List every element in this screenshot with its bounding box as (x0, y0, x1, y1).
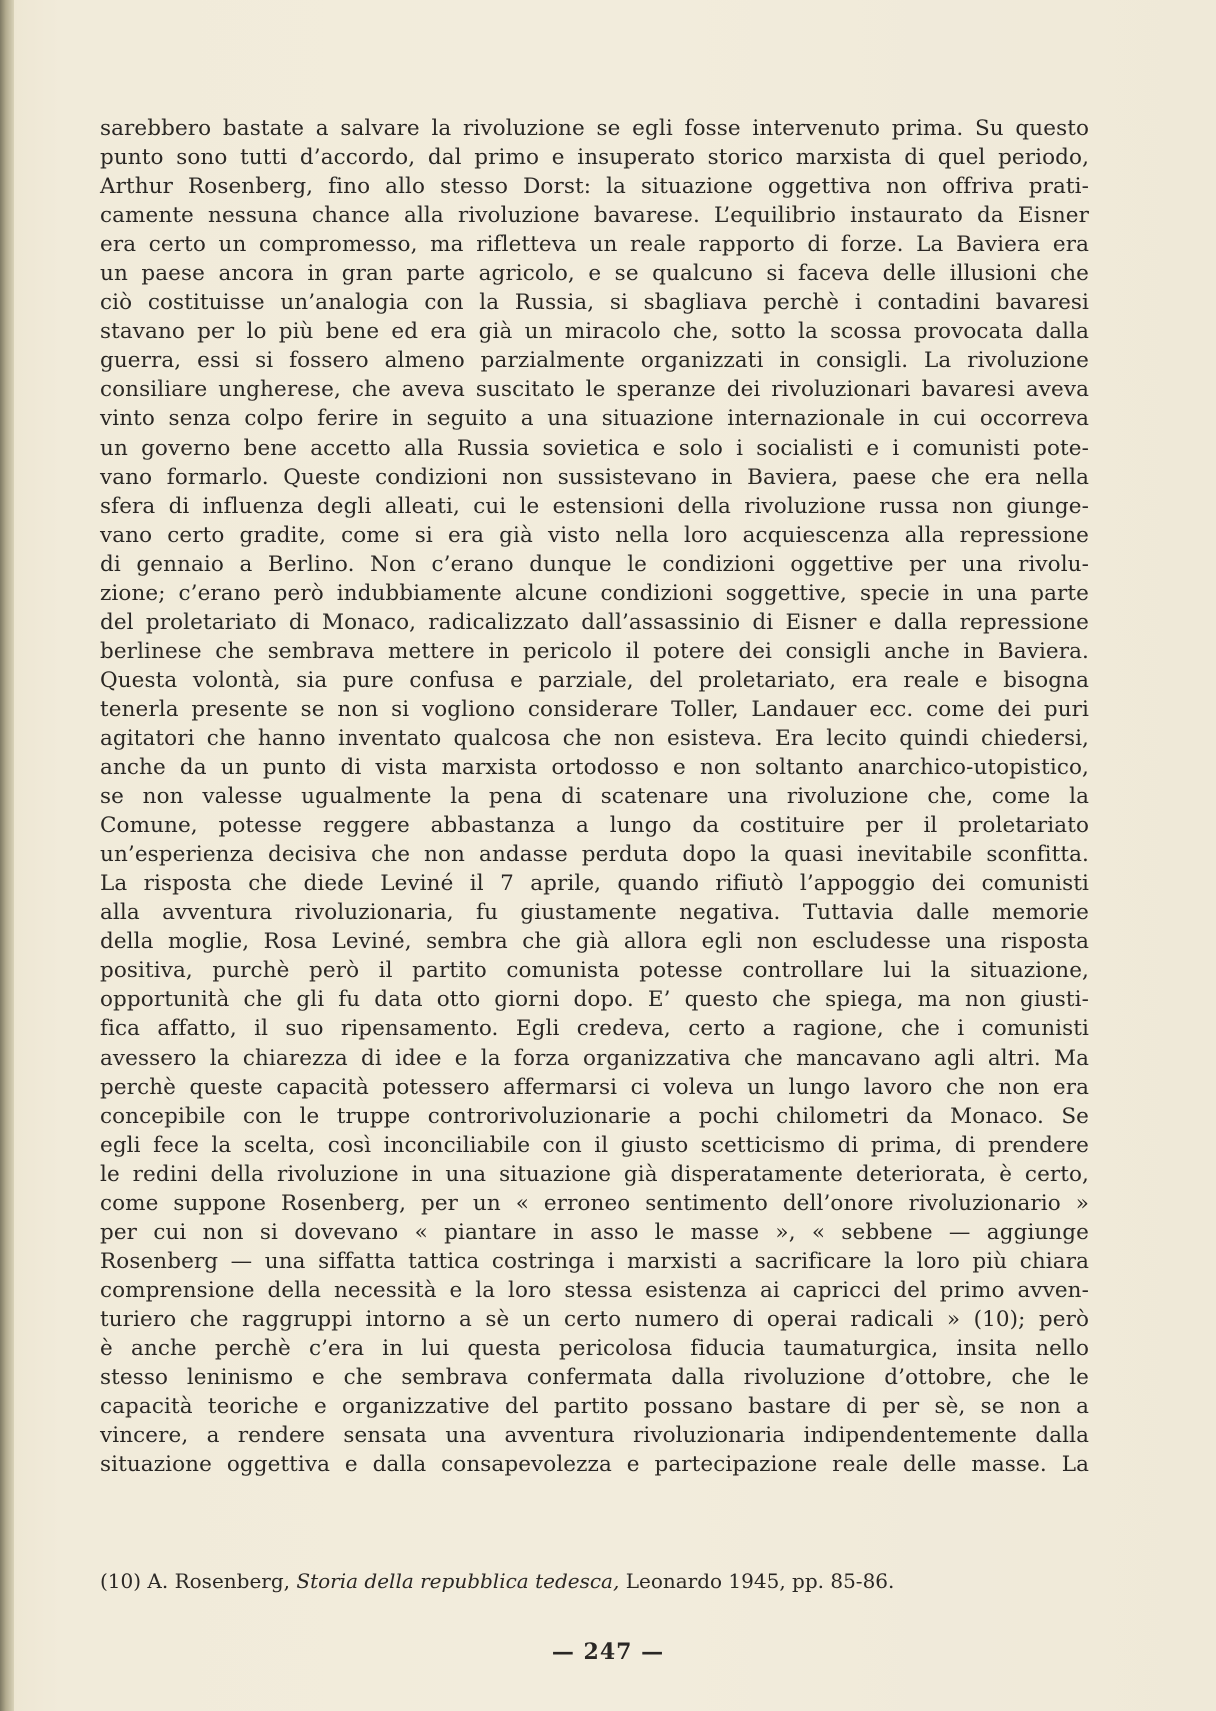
text-line: vinto senza colpo ferire in seguito a una situazione internazionale in cui occorreva (100, 406, 1089, 432)
text-line: un paese ancora in gran parte agricolo, e se qualcuno si faceva delle illusioni che (100, 261, 1089, 287)
text-line: camente nessuna chance alla rivoluzione bavarese. L’equilibrio instaurato da Eisner (100, 203, 1089, 229)
text-line: stesso leninismo e che sembrava confermata dalla rivoluzione d’ottobre, che le (100, 1365, 1089, 1391)
text-line: positiva, purchè però il partito comunista potesse controllare lui la situazione, (100, 958, 1089, 984)
footnote (100, 1568, 1000, 1594)
text-line: è anche perchè c’era in lui questa pericolosa fiducia taumaturgica, insita nello (100, 1335, 1089, 1361)
text-line: per cui non si dovevano « piantare in asso le masse », « sebbene — aggiunge (100, 1219, 1089, 1245)
text-line: vano certo gradite, come si era già visto nella loro acquiescenza alla repressione (100, 522, 1089, 548)
text-line: consiliare ungherese, che aveva suscitato le speranze dei rivoluzionari bavaresi aveva (100, 377, 1089, 403)
text-line: agitatori che hanno inventato qualcosa che non esisteva. Era lecito quindi chiedersi, (100, 725, 1089, 751)
footnote-title: Storia della repubblica tedesca, (296, 1569, 620, 1593)
text-line: Rosenberg — una siffatta tattica costringa i marxisti a sacrificare la loro più chiara (100, 1248, 1089, 1274)
text-line: capacità teoriche e organizzative del partito possano bastare di per sè, se non a (100, 1394, 1089, 1420)
text-line: turiero che raggruppi intorno a sè un certo numero di operai radicali » (10); però (100, 1306, 1089, 1332)
page-binding-shadow (0, 0, 14, 1711)
text-line: un’esperienza decisiva che non andasse perduta dopo la quasi inevitabile sconfitta. (100, 842, 1089, 868)
text-line: egli fece la scelta, così inconciliabile con il giusto scetticismo di prima, di prendere (100, 1132, 1089, 1158)
text-line: zione; c’erano però indubbiamente alcune condizioni soggettive, specie in una parte (100, 580, 1089, 606)
text-line: sarebbero bastate a salvare la rivoluzione se egli fosse intervenuto prima. Su questo (100, 116, 1089, 141)
text-line: vincere, a rendere sensata una avventura rivoluzionaria indipendentemente dalla (100, 1423, 1089, 1449)
body-text (100, 114, 1089, 1479)
text-line: se non valesse ugualmente la pena di scatenare una rivoluzione che, come la (100, 784, 1089, 810)
text-line: punto sono tutti d’accordo, dal primo e insuperato storico marxista di quel periodo, (100, 145, 1089, 171)
text-line: guerra, essi si fossero almeno parzialmente organizzati in consigli. La rivoluzione (100, 348, 1089, 374)
text-line: un governo bene accetto alla Russia sovietica e solo i socialisti e i comunisti pote- (100, 435, 1089, 461)
text-line: La risposta che diede Leviné il 7 aprile, quando rifiutò l’appoggio dei comunisti (100, 871, 1089, 897)
text-line: anche da un punto di vista marxista ortodosso e non soltanto anarchico-utopistico, (100, 755, 1089, 781)
text-line: perchè queste capacità potessero affermarsi ci voleva un lungo lavoro che non era (100, 1074, 1089, 1100)
page-number: — 247 — (551, 1639, 665, 1665)
text-line: comprensione della necessità e la loro stessa esistenza ai capricci del primo avven- (100, 1277, 1089, 1303)
text-line: avessero la chiarezza di idee e la forza organizzativa che mancavano agli altri. Ma (100, 1045, 1089, 1071)
text-line: situazione oggettiva e dalla consapevolezza e partecipazione reale delle masse. La (100, 1452, 1089, 1478)
text-line: della moglie, Rosa Leviné, sembra che già allora egli non escludesse una risposta (100, 929, 1089, 955)
text-line: alla avventura rivoluzionaria, fu giustamente negativa. Tuttavia dalle memorie (100, 900, 1089, 926)
footnote-publication: Leonardo 1945, pp. 85-86. (625, 1569, 895, 1593)
text-line: sfera di influenza degli alleati, cui le estensioni della rivoluzione russa non giunge- (100, 493, 1089, 519)
text-line: berlinese che sembrava mettere in pericolo il potere dei consigli anche in Baviera. (100, 638, 1089, 664)
text-line: di gennaio a Berlino. Non c’erano dunque le condizioni oggettive per una rivolu- (100, 551, 1089, 577)
text-line: Questa volontà, sia pure confusa e parziale, del proletariato, era reale e bisogna (100, 667, 1089, 693)
footnote-marker: (10) (100, 1569, 142, 1593)
text-line: come suppone Rosenberg, per un « erroneo sentimento dell’onore rivoluzionario » (100, 1190, 1089, 1216)
text-line: le redini della rivoluzione in una situazione già disperatamente deteriorata, è certo, (100, 1161, 1089, 1187)
text-line: fica affatto, il suo ripensamento. Egli credeva, certo a ragione, che i comunisti (100, 1016, 1089, 1042)
text-line: del proletariato di Monaco, radicalizzato dall’assassinio di Eisner e dalla repressione (100, 609, 1089, 635)
text-line: Arthur Rosenberg, fino allo stesso Dorst: la situazione oggettiva non offriva prati- (100, 174, 1089, 200)
text-line: tenerla presente se non si vogliono considerare Toller, Landauer ecc. come dei puri (100, 696, 1089, 722)
text-line: ciò costituisse un’analogia con la Russia, si sbagliava perchè i contadini bavaresi (100, 290, 1089, 316)
text-line: vano formarlo. Queste condizioni non sussistevano in Baviera, paese che era nella (100, 464, 1089, 490)
text-line: stavano per lo più bene ed era già un miracolo che, sotto la scossa provocata dalla (100, 319, 1089, 345)
text-line: era certo un compromesso, ma rifletteva un reale rapporto di forze. La Baviera era (100, 232, 1089, 258)
footnote-author: A. Rosenberg, (147, 1569, 291, 1593)
text-line: opportunità che gli fu data otto giorni dopo. E’ questo che spiega, ma non giusti- (100, 987, 1089, 1013)
text-line: Comune, potesse reggere abbastanza a lungo da costituire per il proletariato (100, 813, 1089, 839)
text-line: concepibile con le truppe controrivoluzionarie a pochi chilometri da Monaco. Se (100, 1103, 1089, 1129)
